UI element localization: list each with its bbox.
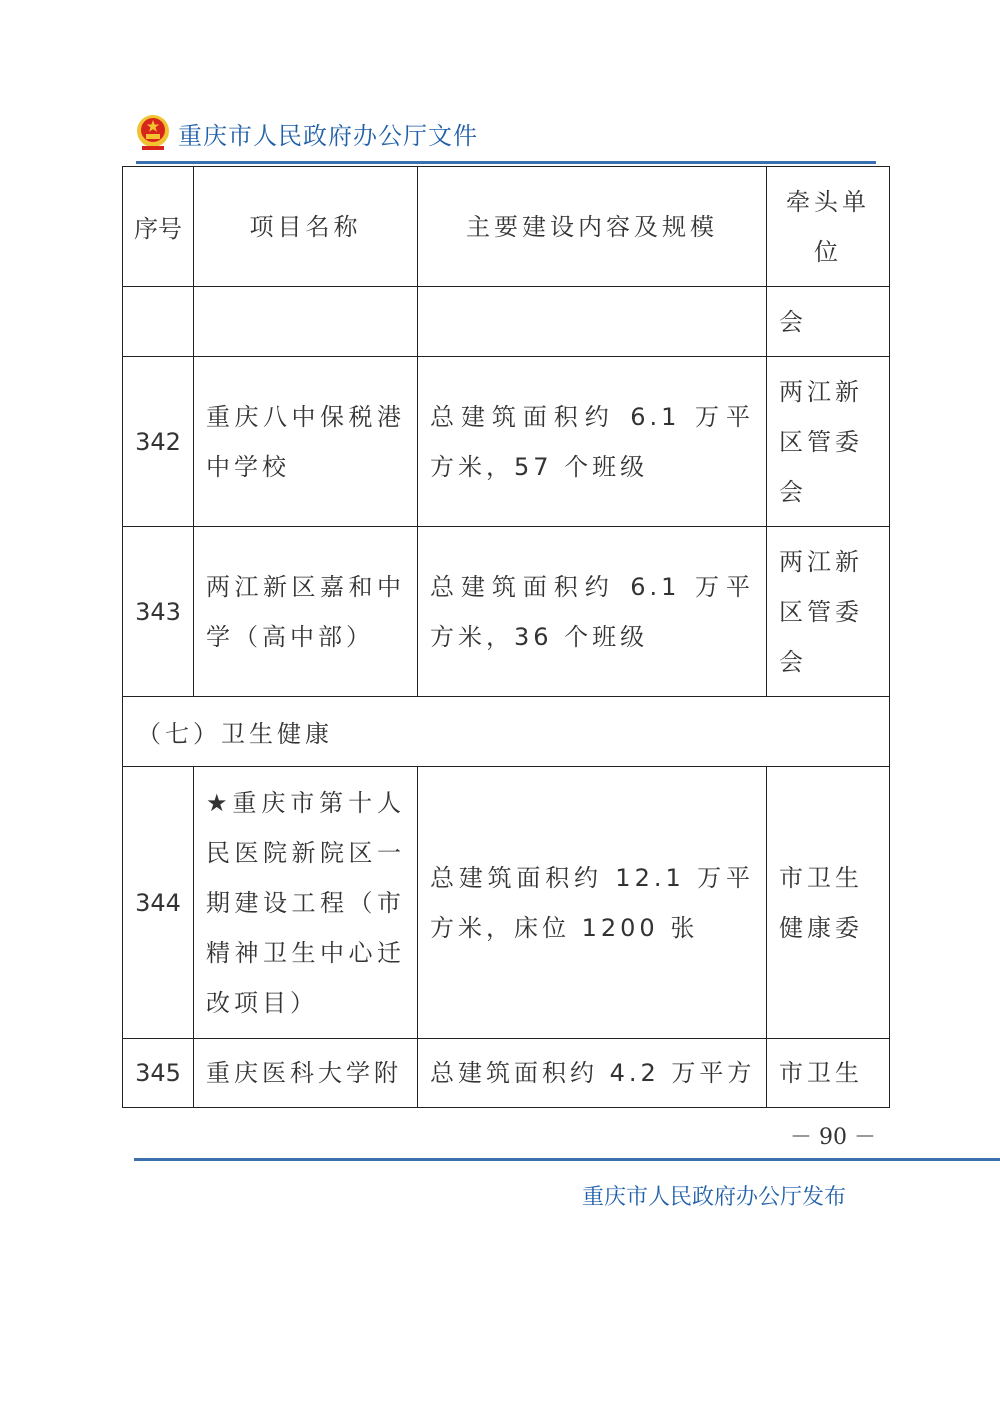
table-row — [123, 1039, 890, 1108]
row-lead: 两江新区管委会 — [767, 527, 890, 697]
section-row — [123, 697, 890, 767]
national-emblem-icon — [136, 114, 170, 152]
row-num: 345 — [123, 1039, 194, 1108]
footer-divider — [134, 1158, 1000, 1161]
project-table — [122, 166, 890, 1108]
row-content: 总建筑面积约 12.1 万平方米，床位 1200 张 — [418, 767, 767, 1039]
row-lead: 会 — [767, 287, 890, 357]
header-divider — [136, 161, 876, 164]
row-num: 344 — [123, 767, 194, 1039]
document-header — [136, 112, 876, 166]
row-content: 总建筑面积约 6.1 万平方米，57 个班级 — [418, 357, 767, 527]
row-lead: 两江新区管委会 — [767, 357, 890, 527]
section-title: （七）卫生健康 — [123, 697, 890, 767]
row-content — [418, 287, 767, 357]
table-row — [123, 287, 890, 357]
row-name: ★重庆市第十人民医院新院区一期建设工程（市精神卫生中心迁改项目） — [194, 767, 418, 1039]
header-content: 主要建设内容及规模 — [418, 167, 767, 287]
header-title: 重庆市人民政府办公厅文件 — [178, 122, 478, 150]
row-lead: 市卫生 — [767, 1039, 890, 1108]
header-lead: 牵头单位 — [767, 167, 890, 287]
row-lead: 市卫生健康委 — [767, 767, 890, 1039]
table-row — [123, 357, 890, 527]
row-name: 重庆八中保税港中学校 — [194, 357, 418, 527]
row-name — [194, 287, 418, 357]
row-content: 总建筑面积约 6.1 万平方米，36 个班级 — [418, 527, 767, 697]
table-header-row — [123, 167, 890, 287]
header-num: 序号 — [123, 167, 194, 287]
row-num: 342 — [123, 357, 194, 527]
row-name: 两江新区嘉和中学（高中部） — [194, 527, 418, 697]
page-number: － 90 － — [790, 1125, 876, 1150]
row-num — [123, 287, 194, 357]
row-content: 总建筑面积约 4.2 万平方 — [418, 1039, 767, 1108]
header-name: 项目名称 — [194, 167, 418, 287]
table-row — [123, 767, 890, 1039]
row-name: 重庆医科大学附 — [194, 1039, 418, 1108]
row-num: 343 — [123, 527, 194, 697]
footer-publisher: 重庆市人民政府办公厅发布 — [582, 1185, 847, 1210]
table-row — [123, 527, 890, 697]
